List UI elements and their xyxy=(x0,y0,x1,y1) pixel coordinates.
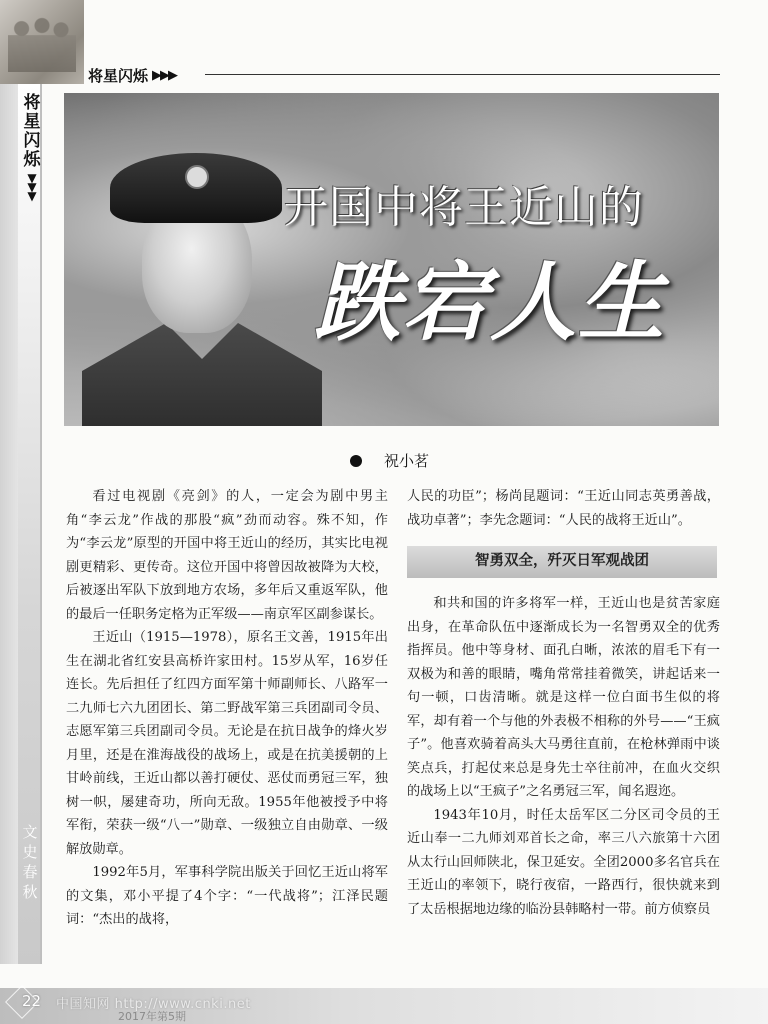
triple-arrow-right-icon: ▶▶▶ xyxy=(152,67,177,83)
paragraph: 1943年10月，时任太岳军区二分区司令员的王近山奉一二九师刘邓首长之命，率三八六旅第十六团从太行山回师陕北，保卫延安。全团2000多名官兵在王近山的率领下，晓行夜宿，一路西行，很快就来到了太岳根据地边缘的临汾县韩略村一带。前方侦察员 xyxy=(407,807,720,917)
side-section-label xyxy=(20,94,44,201)
paragraph: 1992年5月，军事科学院出版关于回忆王近山将军的文集，邓小平提了4个字：“一代战将”；江泽民题词：“杰出的战将， xyxy=(66,865,388,927)
issue-label: 2017年第5期 xyxy=(118,1010,186,1023)
article-title-line2: 跌宕人生 xyxy=(314,252,666,353)
author-byline xyxy=(350,450,429,471)
article-title-line1: 开国中将王近山的 xyxy=(284,182,644,233)
article-column-left xyxy=(66,485,388,932)
page-number: 22 xyxy=(22,992,42,1010)
paragraph: 王近山（1915—1978），原名王文善，1915年出生在湖北省红安县高桥许家田村。15岁从军，16岁任连长。先后担任了红四方面军第十师副师长、八路军一二九师七六九团团长、第二野战军第三兵团副司令员、志愿军第三兵团副司令员。无论是在抗日战争的烽火岁月里，还是在淮海战役的战场上，或是在抗美援朝的上甘岭前线，王近山都以善打硬仗、恶仗而勇冠三军，独树一帜，屡建奇功，所向无敌。1955年他被授予中将军衔，荣获一级“八一”勋章、一级独立自由勋章、一级解放勋章。 xyxy=(66,630,388,857)
watermark-text: 中国知网 http://www.cnki.net xyxy=(56,997,251,1012)
paragraph: 和共和国的许多将军一样，王近山也是贫苦家庭出身，在革命队伍中逐渐成长为一名智勇双全的优秀指挥员。他中等身材、面孔白晰，浓浓的眉毛下有一双极为和善的眼睛，嘴角常常挂着微笑，讲起话来一句一顿，口齿清晰。就是这样一位白面书生似的将军，却有着一个与他的外表极不相称的外号——“王疯子”。他喜欢骑着高头大马勇往直前，在枪林弹雨中谈笑点兵，打起仗来总是身先士卒往前冲，在血火交织的战场上以“王疯子”之名勇冠三军，闻名遐迩。 xyxy=(407,596,720,799)
hero-banner xyxy=(64,93,719,426)
paragraph: 看过电视剧《亮剑》的人，一定会为剧中男主角“李云龙”作战的那股“疯”劲而动容。殊不知，作为“李云龙”原型的开国中将王近山的经历，其实比电视剧更精彩、更传奇。这位开国中将曾因故被降为大校，后被逐出军队下放到地方农场，多年后又重返军队，他的最后一任职务定格为正军级——南京军区副参谋长。 xyxy=(66,489,388,622)
section-heading: 智勇双全，歼灭日军观战团 xyxy=(407,546,717,578)
triple-arrow-down-icon: ▼▼▼ xyxy=(27,171,37,203)
side-section-text: 将星闪烁 xyxy=(23,93,41,170)
general-portrait-image xyxy=(82,133,312,426)
running-header-label: 将星闪烁 xyxy=(88,66,149,85)
paragraph: 人民的功臣”；杨尚昆题词：“王近山同志英勇善战，战功卓著”；李先念题词：“人民的战将王近山”。 xyxy=(407,489,720,528)
side-column-label: 文史春秋 xyxy=(22,823,38,901)
bullet-dot-icon xyxy=(350,455,362,467)
cap-badge-icon xyxy=(185,165,209,189)
header-rule xyxy=(205,74,720,75)
article-column-right xyxy=(407,485,720,921)
author-name: 祝小茗 xyxy=(384,452,430,470)
running-header xyxy=(88,64,176,86)
relief-thumbnail-image xyxy=(0,0,84,84)
